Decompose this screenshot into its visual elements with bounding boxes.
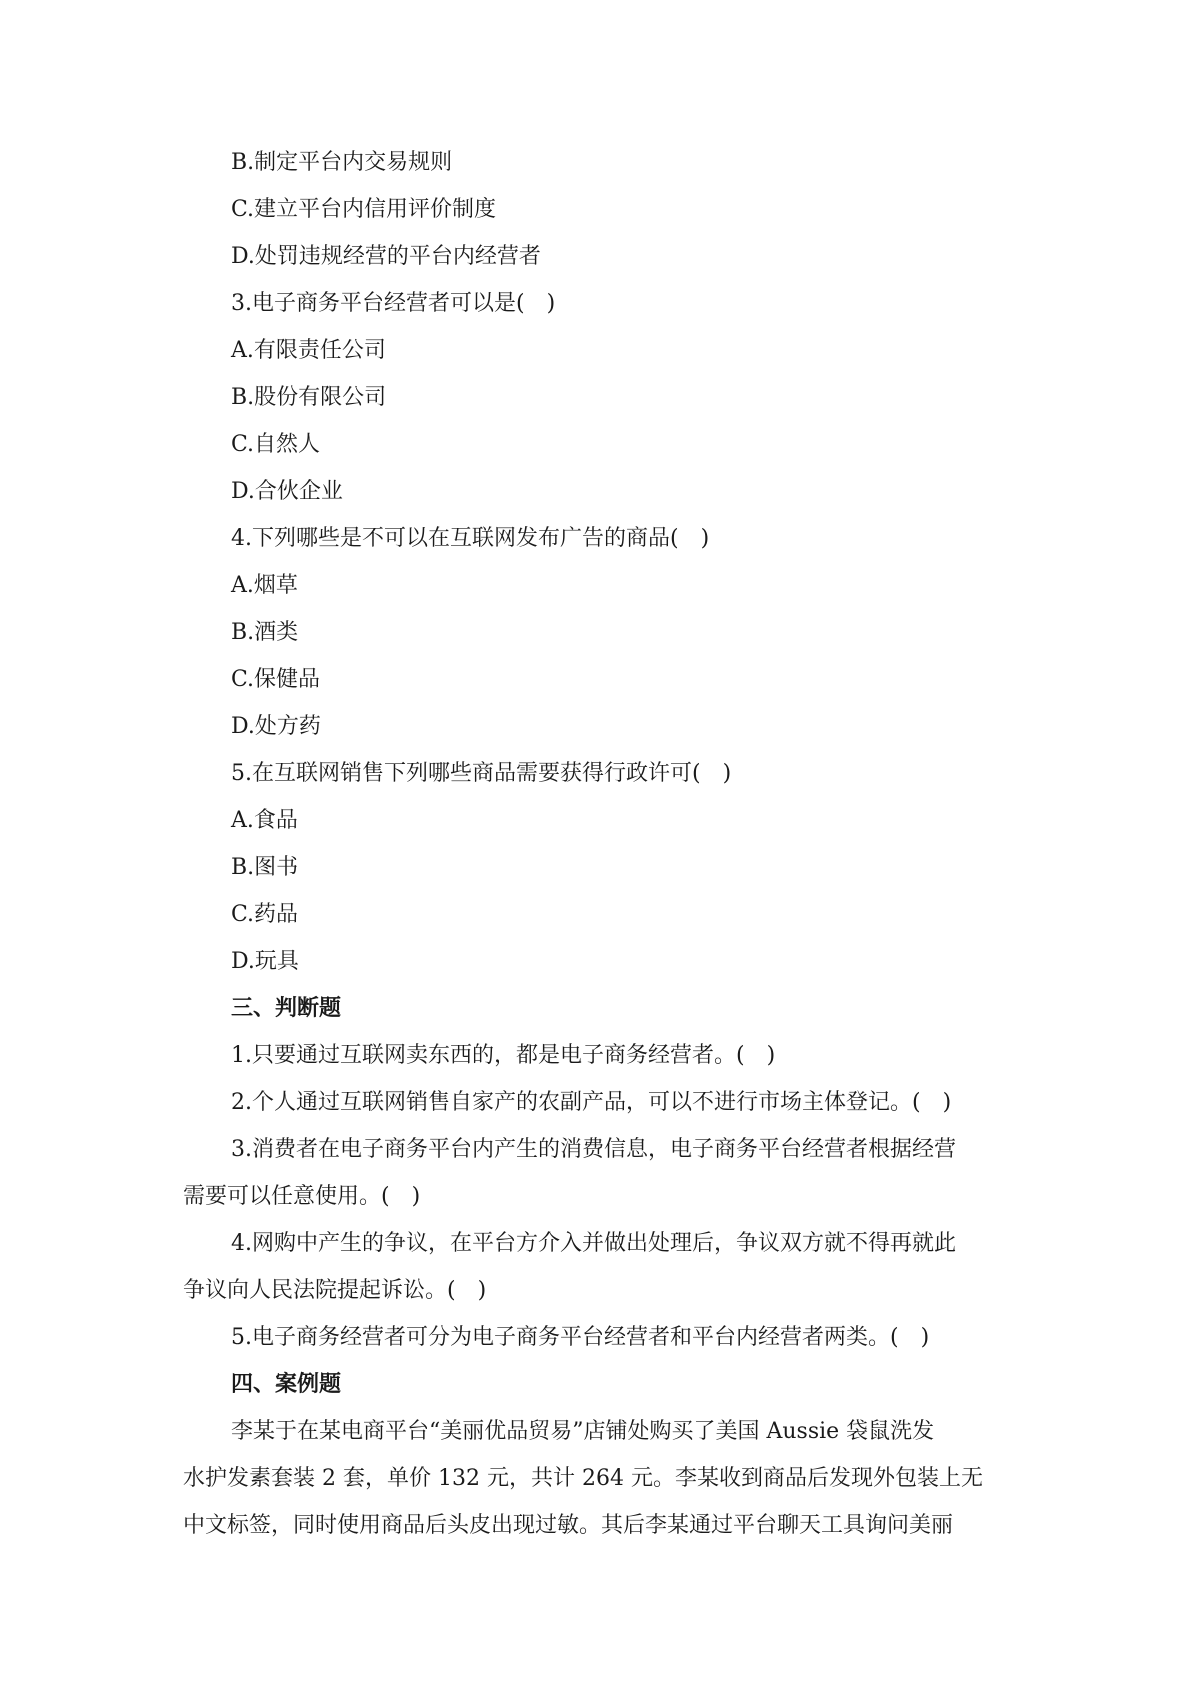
option-2d: D.处罚违规经营的平台内经营者 — [231, 244, 541, 269]
case-line-2: 水护发素套装 2 套，单价 132 元，共计 264 元。李某收到商品后发现外包装上无 — [183, 1466, 983, 1491]
option-5b: B.图书 — [231, 855, 299, 880]
question-5: 5.在互联网销售下列哪些商品需要获得行政许可( ) — [231, 761, 732, 786]
judgment-item-5-line-1: 5.电子商务经营者可分为电子商务平台经营者和平台内经营者两类。( ) — [231, 1325, 930, 1350]
option-3b: B.股份有限公司 — [231, 385, 387, 410]
option-5d: D.玩具 — [231, 949, 299, 974]
judgment-item-3 — [183, 1126, 1018, 1220]
case-line-1: 李某于在某电商平台“美丽优品贸易”店铺处购买了美国 Aussie 袋鼠洗发 — [231, 1419, 935, 1444]
judgment-item-1 — [183, 1032, 1018, 1079]
section-4-heading: 四、案例题 — [231, 1371, 342, 1397]
option-2b: B.制定平台内交易规则 — [231, 150, 453, 175]
option-4d: D.处方药 — [231, 714, 321, 739]
question-4: 4.下列哪些是不可以在互联网发布广告的商品( ) — [231, 526, 710, 551]
judgment-item-4 — [183, 1220, 1018, 1314]
case-line-3: 中文标签，同时使用商品后头皮出现过敏。其后李某通过平台聊天工具询问美丽 — [183, 1513, 954, 1538]
option-4a: A.烟草 — [231, 573, 298, 598]
option-3d: D.合伙企业 — [231, 479, 343, 504]
judgment-item-2-line-1: 2.个人通过互联网销售自家产的农副产品，可以不进行市场主体登记。( ) — [231, 1090, 952, 1115]
option-5a: A.食品 — [231, 808, 298, 833]
option-3c: C.自然人 — [231, 432, 321, 457]
option-2c: C.建立平台内信用评价制度 — [231, 197, 497, 222]
judgment-item-4-line-1: 4.网购中产生的争议，在平台方介入并做出处理后，争议双方就不得再就此 — [231, 1231, 956, 1256]
judgment-item-3-line-2: 需要可以任意使用。( ) — [183, 1184, 421, 1209]
case-paragraph — [183, 1408, 1018, 1549]
section-3-heading: 三、判断题 — [231, 995, 342, 1021]
question-3: 3.电子商务平台经营者可以是( ) — [231, 291, 556, 316]
judgment-item-3-line-1: 3.消费者在电子商务平台内产生的消费信息，电子商务平台经营者根据经营 — [231, 1137, 956, 1162]
judgment-item-1-line-1: 1.只要通过互联网卖东西的，都是电子商务经营者。( ) — [231, 1043, 776, 1068]
option-4c: C.保健品 — [231, 667, 321, 692]
option-3a: A.有限责任公司 — [231, 338, 386, 363]
page-content — [183, 139, 1018, 1549]
judgment-item-4-line-2: 争议向人民法院提起诉讼。( ) — [183, 1278, 487, 1303]
option-4b: B.酒类 — [231, 620, 299, 645]
judgment-item-5 — [183, 1314, 1018, 1361]
judgment-item-2 — [183, 1079, 1018, 1126]
option-5c: C.药品 — [231, 902, 299, 927]
